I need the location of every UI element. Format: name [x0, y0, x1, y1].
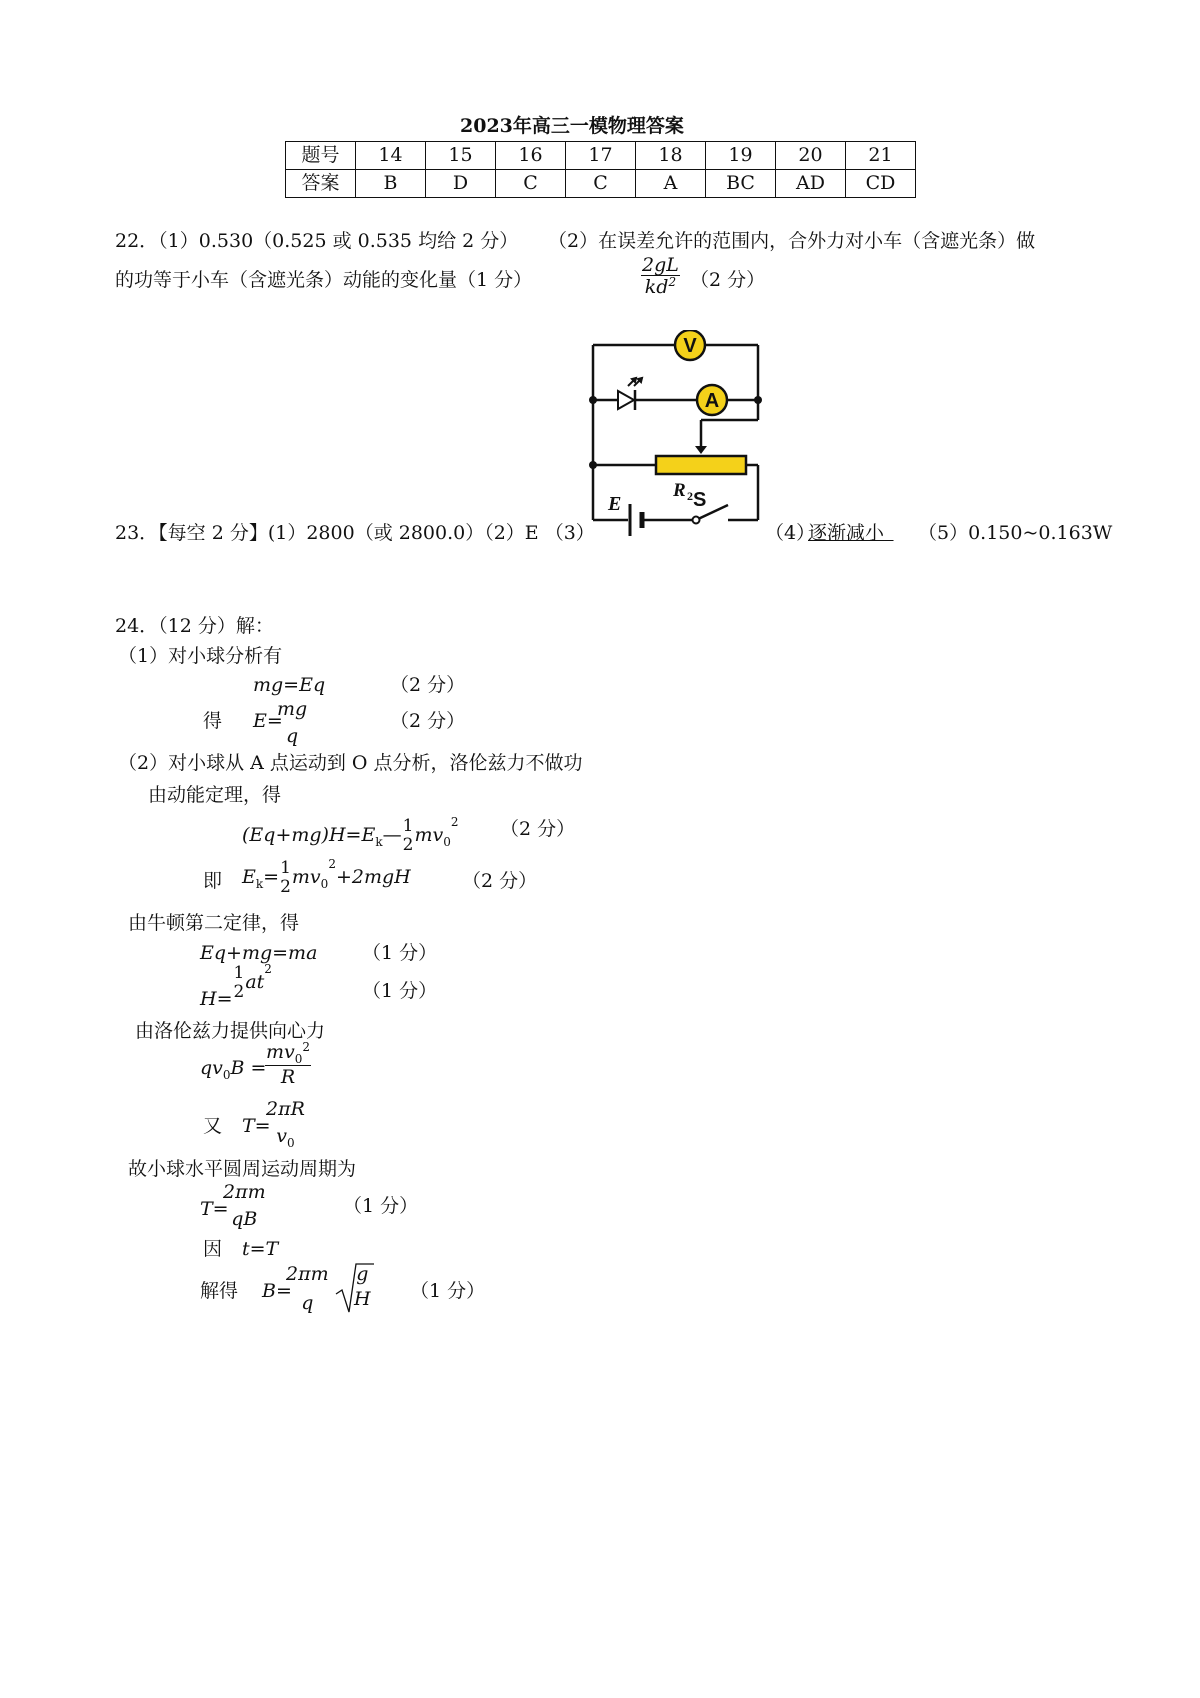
q24-part2b: 由动能定理，得 [148, 784, 282, 806]
table-cell: AD [776, 170, 846, 198]
answer-table [285, 141, 916, 198]
q24-t-t: t=T [242, 1238, 279, 1260]
table-cell: C [496, 170, 566, 198]
table-cell: C [566, 170, 636, 198]
voltmeter-icon [675, 330, 705, 360]
ammeter-icon [697, 385, 727, 415]
q24-ji: 即 [203, 870, 223, 892]
q24-de: 得 [203, 710, 223, 732]
q22-part1: 22．（1）0.530（0.525 或 0.535 均给 2 分） [115, 230, 519, 252]
q24-part2: （2）对小球从 A 点运动到 O 点分析，洛伦兹力不做功 [118, 752, 583, 774]
q24-eq7: $qv_0B$ = [200, 1057, 267, 1082]
table-row [286, 142, 916, 170]
table-cell: 15 [426, 142, 496, 170]
q22-score: （2 分） [690, 269, 766, 291]
table-header-cell: 题号 [286, 142, 356, 170]
q23-part4-label: （4） [765, 522, 816, 544]
table-cell: 20 [776, 142, 846, 170]
circuit-diagram [588, 330, 763, 540]
q24-eq7-frac: $\frac{mv_0^2}{R}$ [266, 1040, 311, 1088]
q24-part5: 故小球水平圆周运动周期为 [128, 1158, 357, 1180]
q24-header: 24．（12 分）解： [115, 615, 274, 637]
ammeter-label: A [704, 390, 720, 412]
q24-e-eq: E= [253, 710, 283, 732]
battery-icon [630, 504, 642, 536]
q24-sqrt-frac: g H [354, 1263, 371, 1310]
page-title: 2023年高三一模物理答案 [460, 115, 684, 137]
q24-score: （1 分） [362, 980, 438, 1002]
resistor-label: R [673, 480, 686, 501]
battery-label: E [608, 493, 622, 515]
q24-eq3: $(Eq+mg)H=E_k—$ 1 2 $mv_0^2$ [242, 815, 459, 855]
q24-part4: 由洛伦兹力提供向心力 [135, 1020, 326, 1042]
q24-jiede: 解得 [200, 1280, 239, 1302]
table-cell: 21 [846, 142, 916, 170]
switch-label: S [693, 489, 707, 511]
table-cell: 17 [566, 142, 636, 170]
q24-score: （2 分） [462, 870, 538, 892]
table-cell: CD [846, 170, 916, 198]
q24-score: （1 分） [343, 1195, 419, 1217]
q24-eq4: $E_k=$ 1 2 $mv_0^2+2mgH$ [242, 857, 411, 897]
q24-score: （1 分） [362, 942, 438, 964]
q23-text: 23．【每空 2 分】(1）2800（或 2800.0）（2）E （3） [115, 522, 595, 544]
q24-eq1: mg=Eq [253, 674, 326, 696]
table-cell: BC [706, 170, 776, 198]
voltmeter-label: V [683, 335, 697, 357]
q24-score: （2 分） [500, 818, 576, 840]
led-icon [618, 378, 642, 410]
slider-arrow-icon [695, 446, 707, 454]
q23-part4-answer: 逐渐减小 [808, 522, 885, 544]
table-cell: 14 [356, 142, 426, 170]
q23-part5: （5）0.150~0.163W [918, 522, 1113, 544]
q24-yin: 因 [203, 1238, 223, 1260]
q24-e-frac: mg q [277, 698, 308, 747]
q22-fraction: $\frac{2gL}{kd^2}$ [642, 254, 679, 298]
switch-icon [693, 517, 700, 524]
q24-you: 又 [203, 1115, 223, 1137]
table-cell: B [356, 170, 426, 198]
table-cell: 19 [706, 142, 776, 170]
q24-eq6: H= 1 2 $at^2$ [200, 962, 272, 1010]
q24-eq5: Eq+mg=ma [200, 942, 318, 964]
q24-part1: （1）对小球分析有 [118, 645, 283, 667]
table-cell: A [636, 170, 706, 198]
q22-line2: 的功等于小车（含遮光条）动能的变化量（1 分） [115, 269, 533, 291]
q24-period-frac: 2πm qB [223, 1181, 266, 1230]
q24-part3: 由牛顿第二定律，得 [128, 912, 300, 934]
q24-period-eq: T= [200, 1198, 229, 1220]
q24-t-frac: 2πR $v_0$ [266, 1098, 305, 1150]
q24-score: （1 分） [410, 1280, 486, 1302]
q22-part2: （2）在误差允许的范围内，合外力对小车（含遮光条）做 [548, 230, 1036, 252]
table-header-cell: 答案 [286, 170, 356, 198]
table-cell: 16 [496, 142, 566, 170]
q24-score: （2 分） [390, 710, 466, 732]
resistor-icon [656, 456, 746, 474]
table-cell: D [426, 170, 496, 198]
q24-b-eq: B= [262, 1280, 292, 1302]
q24-t-eq: T= [242, 1115, 271, 1137]
resistor-sub: 2 [687, 489, 693, 503]
q24-b-frac: 2πm q [286, 1263, 329, 1314]
q24-score: （2 分） [390, 674, 466, 696]
table-row [286, 170, 916, 198]
table-cell: 18 [636, 142, 706, 170]
